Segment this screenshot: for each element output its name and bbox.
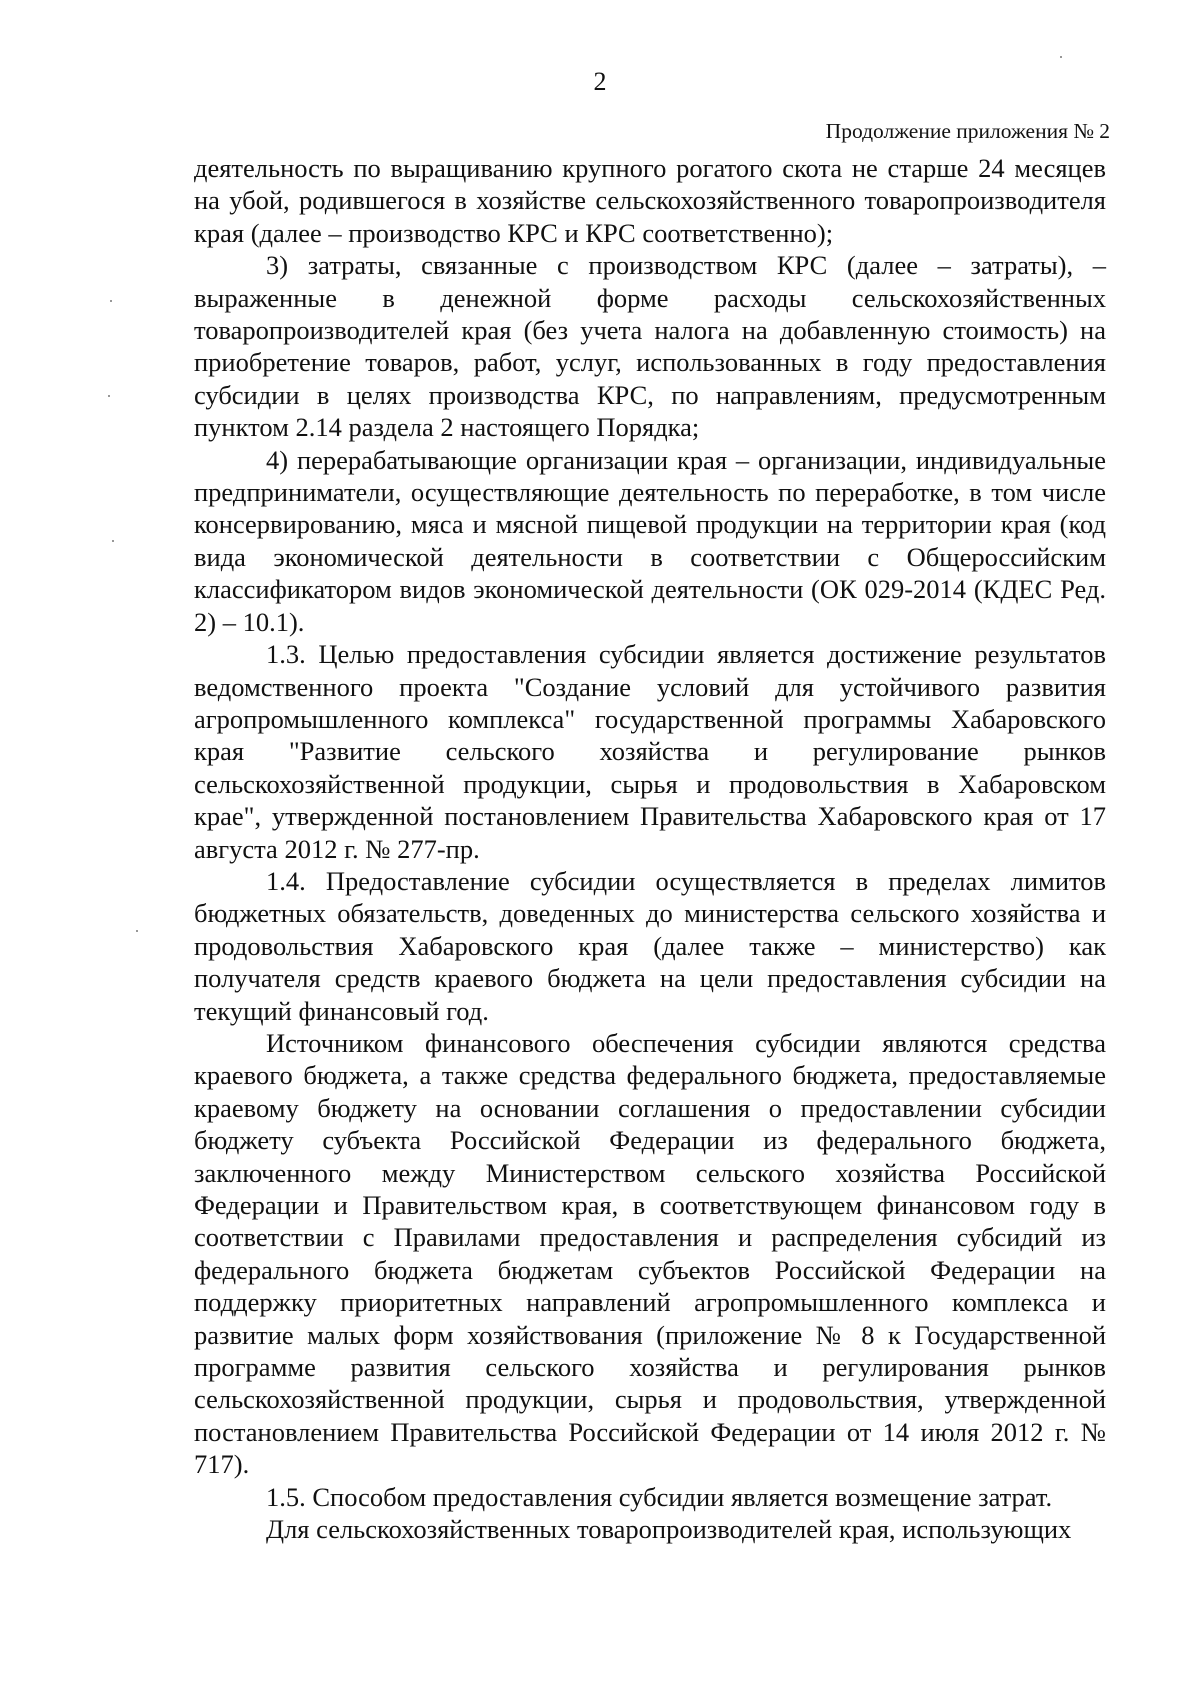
- appendix-continuation-label: Продолжение приложения № 2: [825, 119, 1110, 143]
- document-body: [194, 152, 1106, 1545]
- scan-speck: [112, 540, 114, 542]
- paragraph: Для сельскохозяйственных товаропроизводителей края, использующих: [266, 1514, 1072, 1545]
- scan-speck: [1060, 56, 1062, 58]
- paragraph: 1.3. Целью предоставления субсидии является достижение результатов ведомственного проекта "Создание условий для устойчивого развития агропромышленного комплекса" государственной программы Хабаровского края "Развитие сельского хозяйства и регулирование рынков сельскохозяйственной продукции, сырья и продовольствия в Хабаровском крае", утвержденной постановлением Правительства Хабаровского края от 17 августа 2012 г. № 277-пр.: [194, 639, 1106, 864]
- paragraph: 1.5. Способом предоставления субсидии является возмещение затрат.: [266, 1481, 1053, 1512]
- page-number: 2: [593, 67, 607, 96]
- paragraph: Источником финансового обеспечения субсидии являются средства краевого бюджета, а также средства федерального бюджета, предоставляемые краевому бюджету на основании соглашения о предоставлении субсидии бюджету субъекта Российской Федерации из федерального бюджета, заключенного между Министерством сельского хозяйства Российской Федерации и Правительством края, в соответствующем финансовом году в соответствии с Правилами предоставления и распределения субсидий из федерального бюджета бюджетам субъектов Российской Федерации на поддержку приоритетных направлений агропромышленного комплекса и развитие малых форм хозяйствования (приложение № 8 к Государственной программе развития сельского хозяйства и регулирования рынков сельскохозяйственной продукции, сырья и продовольствия, утвержденной постановлением Правительства Российской Федерации от 14 июля 2012 г. № 717).: [194, 1027, 1106, 1480]
- scan-speck: [108, 395, 110, 397]
- paragraph: 3) затраты, связанные с производством КРС (далее – затраты), – выраженные в денежной форме расходы сельскохозяйственных товаропроизводителей края (без учета налога на добавленную стоимость) на приобретение товаров, работ, услуг, использованных в году предоставления субсидии в целях производства КРС, по направлениям, предусмотренным пунктом 2.14 раздела 2 настоящего Порядка;: [194, 250, 1106, 443]
- paragraph: 1.4. Предоставление субсидии осуществляется в пределах лимитов бюджетных обязательств, доведенных до министерства сельского хозяйства и продовольствия Хабаровского края (далее также – министерство) как получателя средств краевого бюджета на цели предоставления субсидии на текущий финансовый год.: [194, 865, 1106, 1026]
- scan-speck: [110, 300, 112, 302]
- paragraph: деятельность по выращиванию крупного рогатого скота не старше 24 месяцев на убой, родившегося в хозяйстве сельскохозяйственного товаропроизводителя края (далее – производство КРС и КРС соответственно);: [194, 153, 1106, 248]
- scan-speck: [136, 930, 138, 932]
- paragraph: 4) перерабатывающие организации края – организации, индивидуальные предприниматели, осуществляющие деятельность по переработке, в том числе консервированию, мяса и мясной пищевой продукции на территории края (код вида экономической деятельности в соответствии с Общероссийским классификатором видов экономической деятельности (ОК 029-2014 (КДЕС Ред. 2) – 10.1).: [194, 444, 1106, 637]
